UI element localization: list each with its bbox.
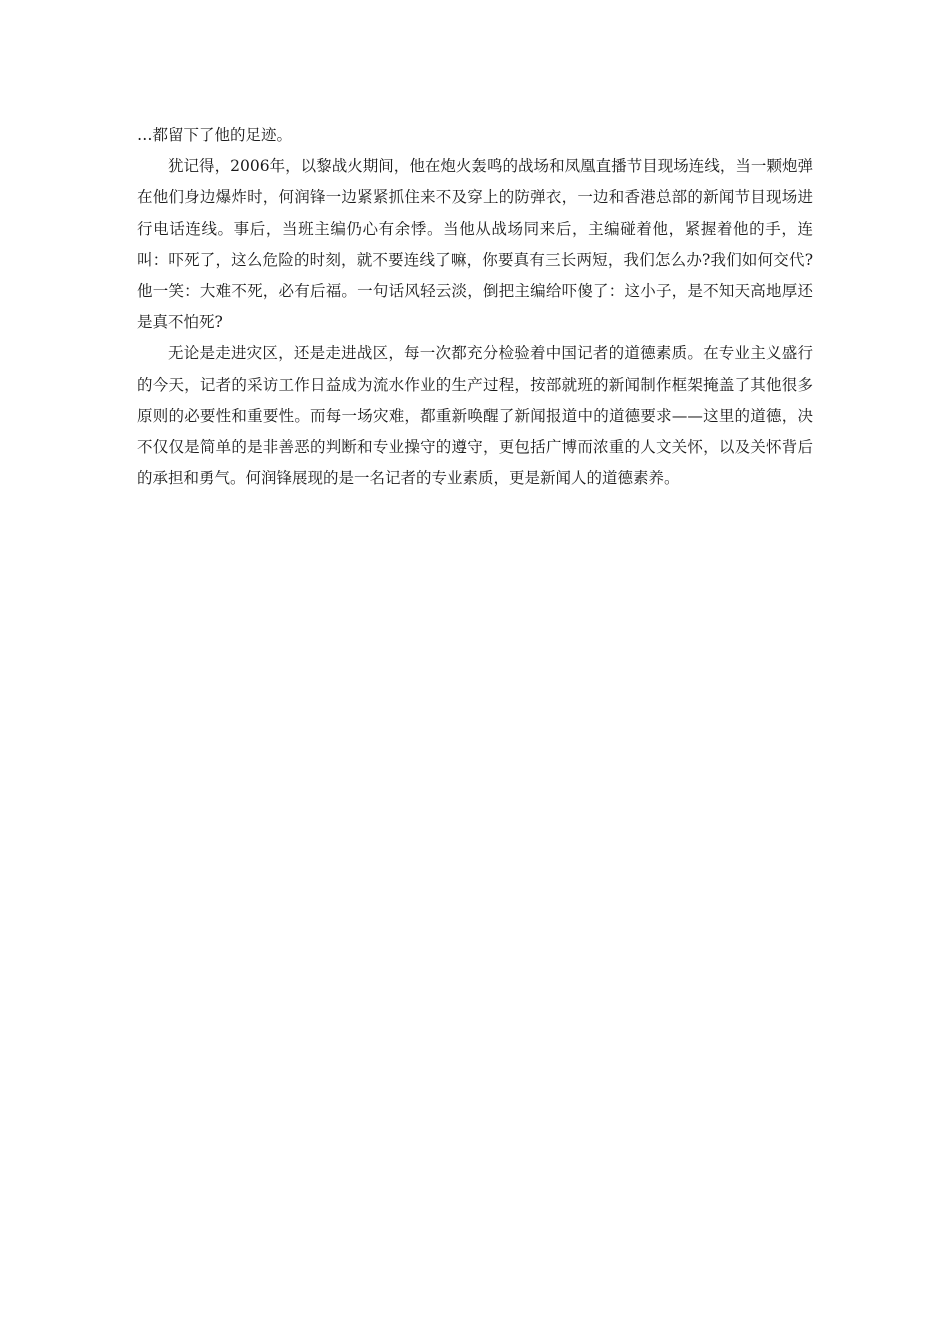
paragraph-continuation: …都留下了他的足迹。 [137,126,293,144]
paragraph-journalism-ethics: 无论是走进灾区，还是走进战区，每一次都充分检验着中国记者的道德素质。在专业主义盛行的今天，记者的采访工作日益成为流水作业的生产过程，按部就班的新闻制作框架掩盖了其他很多原则的必要性和重要性。而每一场灾难，都重新唤醒了新闻报道中的道德要求——这里的道德，决不仅仅是简单的是非善恶的判断和专业操守的遵守，更包括广博而浓重的人文关怀，以及关怀背后的承担和勇气。何润锋展现的是一名记者的专业素质，更是新闻人的道德素养。 [137,344,813,488]
document-body [137,120,813,494]
paragraph-war-anecdote: 犹记得，2006年，以黎战火期间，他在炮火轰鸣的战场和凤凰直播节目现场连线，当一颗炮弹在他们身边爆炸时，何润锋一边紧紧抓住来不及穿上的防弹衣，一边和香港总部的新闻节目现场进行电话连线。事后，当班主编仍心有余悸。当他从战场同来后，主编碰着他，紧握着他的手，连叫：吓死了，这么危险的时刻，就不要连线了嘛，你要真有三长两短，我们怎么办?我们如何交代?他一笑：大难不死，必有后福。一句话风轻云淡，倒把主编给吓傻了：这小子，是不知天高地厚还是真不怕死? [137,157,813,332]
